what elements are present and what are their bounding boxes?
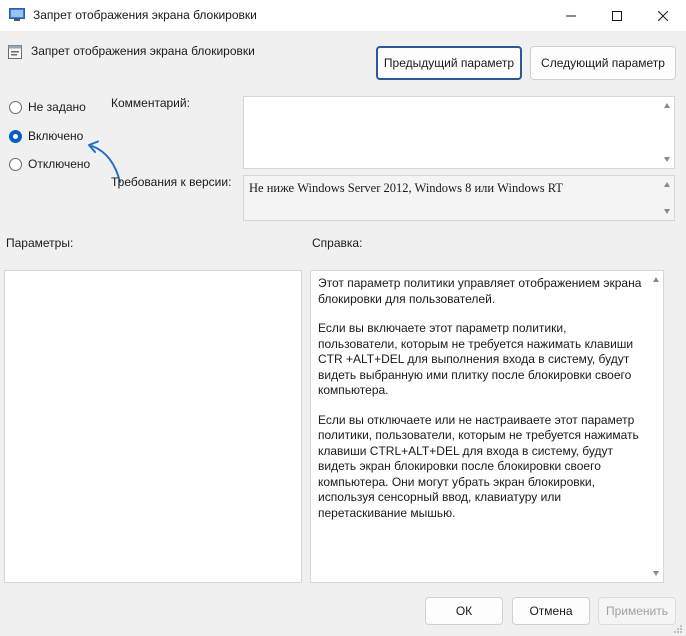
help-scrollbar[interactable] xyxy=(649,271,663,582)
policy-name: Запрет отображения экрана блокировки xyxy=(31,44,255,58)
scroll-down-arrow-icon[interactable] xyxy=(664,157,670,162)
radio-not-configured[interactable] xyxy=(9,100,86,114)
parameters-label: Параметры: xyxy=(6,236,74,250)
ok-button[interactable]: ОК xyxy=(425,597,503,625)
help-paragraph: Если вы отключаете или не настраиваете этот параметр политики, пользователи, которым не требуется нажимать клавиши CTRL+ALT+DEL для входа в систему, будут видеть экран блокировки после блокировки своего компьютера. Они могут убрать экран блокировки, используя сенсорный ввод, клавиатуру или перетаскивание мышью. xyxy=(318,412,639,520)
radio-enabled[interactable] xyxy=(9,129,83,143)
version-requirements-box xyxy=(243,175,675,221)
next-setting-button[interactable]: Следующий параметр xyxy=(530,46,676,80)
previous-setting-button[interactable]: Предыдущий параметр xyxy=(376,46,522,80)
help-paragraph: Этот параметр политики управляет отображением экрана блокировки для пользователей. xyxy=(318,276,642,306)
minimize-icon xyxy=(566,11,576,21)
radio-not-configured-circle[interactable] xyxy=(9,101,22,114)
help-label: Справка: xyxy=(312,236,363,250)
comment-label: Комментарий: xyxy=(111,96,190,110)
version-requirements-value: Не ниже Windows Server 2012, Windows 8 или Windows RT xyxy=(249,181,563,195)
comment-textarea[interactable] xyxy=(243,96,675,169)
cancel-button[interactable]: Отмена xyxy=(512,597,590,625)
parameters-panel xyxy=(4,270,302,583)
version-requirements-label: Требования к версии: xyxy=(111,175,232,189)
scroll-up-arrow-icon[interactable] xyxy=(664,103,670,108)
policy-editor-app-icon xyxy=(9,8,25,22)
radio-disabled-label: Отключено xyxy=(28,157,91,171)
radio-enabled-label: Включено xyxy=(28,129,84,143)
close-button[interactable] xyxy=(640,0,686,31)
radio-enabled-circle[interactable] xyxy=(9,130,22,143)
window-title: Запрет отображения экрана блокировки xyxy=(33,8,257,22)
maximize-button[interactable] xyxy=(594,0,640,31)
apply-button[interactable]: Применить xyxy=(598,597,676,625)
policy-setting-icon xyxy=(7,44,23,60)
scroll-down-arrow-icon[interactable] xyxy=(664,209,670,214)
radio-disabled-circle[interactable] xyxy=(9,158,22,171)
scroll-down-arrow-icon[interactable] xyxy=(653,571,659,576)
close-icon xyxy=(658,11,668,21)
radio-not-configured-label: Не задано xyxy=(28,100,86,114)
version-scrollbar[interactable] xyxy=(660,176,674,220)
comment-scrollbar[interactable] xyxy=(660,97,674,168)
scroll-up-arrow-icon[interactable] xyxy=(664,182,670,187)
resize-grip-icon[interactable] xyxy=(673,624,683,634)
minimize-button[interactable] xyxy=(548,0,594,31)
radio-disabled[interactable] xyxy=(9,157,90,171)
scroll-up-arrow-icon[interactable] xyxy=(653,277,659,282)
help-paragraph: Если вы включаете этот параметр политики, пользователи, которым не требуется нажимать клавиши CTR +ALT+DEL для выполнения входа в систему, будут видеть выбранную ими плитку после блокировки своего компьютера. xyxy=(318,321,634,397)
help-panel xyxy=(310,270,664,583)
maximize-icon xyxy=(612,11,622,21)
